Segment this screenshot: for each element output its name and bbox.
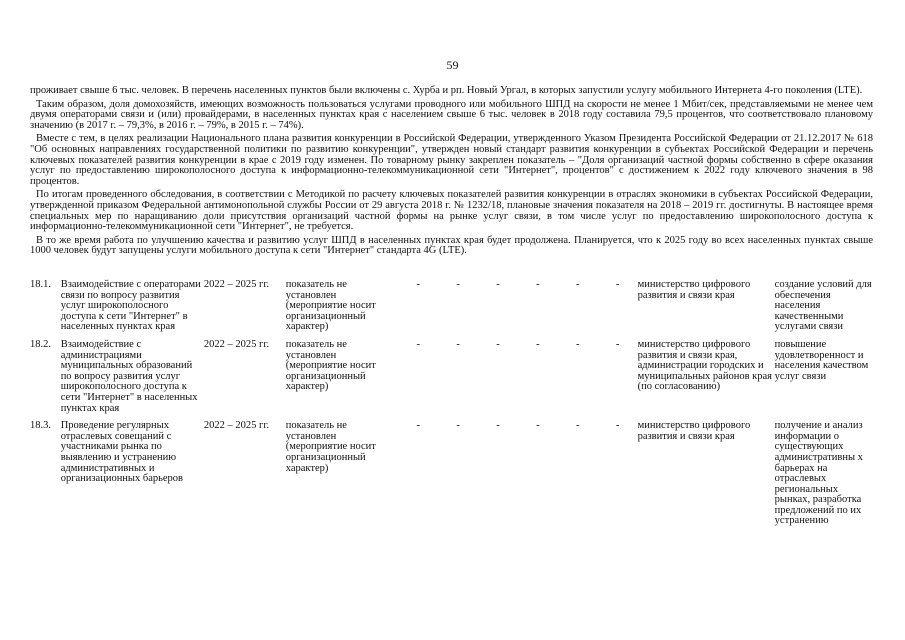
year-value: - <box>615 338 620 350</box>
page-number: 59 <box>446 58 459 72</box>
measure-executor: министерство цифрового развития и связи края, администрации городских и муниципальных районов края (по согласованию) <box>637 338 772 393</box>
year-value: - <box>456 420 460 432</box>
row-number: 18.1. <box>30 279 51 290</box>
year-value: - <box>536 279 540 290</box>
year-value: - <box>576 420 580 432</box>
measure-executor: министерство цифрового развития и связи края <box>637 279 751 301</box>
measure-result: повышение удовлетворенност и населения качеством услуг связи <box>774 338 869 382</box>
year-value: - <box>416 338 420 350</box>
row-number: 18.2. <box>30 338 51 350</box>
measures-table <box>30 280 875 534</box>
measure-period: 2022 – 2025 гг. <box>203 279 270 290</box>
table-row <box>30 421 875 534</box>
table-row <box>30 280 875 340</box>
year-value: - <box>615 279 620 290</box>
measure-name: Взаимодействие с администрациями муниципальных образований по вопросу развития услуг широкополосного доступа к сети "Интернет" в населенных пунктах края <box>60 338 198 414</box>
paragraph: Вместе с тем, в целях реализации Национального плана развития конкуренции в Российской Федерации, утвержденного Указом Президента Российской Федерации от 21.12.2017 № 618 "Об основных направлениях государственной политики по развитию конкуренции", утвержден новый стандарт развития конкуренции в субъектах Российской Федерации и перечень ключевых показателей развития конкуренции в крае с 2019 году изменен. По товарному рынку закреплен показатель – "Доля организаций частной формы собственно в сфере оказания услуг по предоставлению широкополосного доступа к информационно-телекоммуникационной сети "Интернет", процентов" с достижением к 2022 году ключевого значения в 98 процентов. <box>30 133 873 187</box>
measure-period: 2022 – 2025 гг. <box>203 338 270 350</box>
measure-name: Проведение регулярных отраслевых совещаний с участниками рынка по выявлению и устранению административных и организационных барьеров <box>60 420 184 485</box>
body-text <box>30 86 873 260</box>
year-value: - <box>536 420 540 432</box>
year-value: - <box>496 279 500 290</box>
year-value: - <box>416 279 420 290</box>
measure-indicator: показатель не установлен (мероприятие носит организационный характер) <box>285 279 376 333</box>
paragraph: В то же время работа по улучшению качества и развитию услуг ШПД в населенных пунктах края будет продолжена. Планируется, что к 2025 году во всех населенных пунктах свыше 1000 человек будут запущены услуги мобильного доступа к сети "Интернет" стандарта 4G (LTE). <box>30 234 873 257</box>
year-value: - <box>496 420 500 432</box>
year-value: - <box>576 338 580 350</box>
paragraph: По итогам проведенного обследования, в соответствии с Методикой по расчету ключевых показателей развития конкуренции в отраслях экономики в субъектах Российской Федерации, утвержденной приказом Федеральной антимонопольной службы России от 29 августа 2018 г. № 1232/18, плановые значения показателя на 2018 – 2019 гг. достигнуты. В настоящее время специальных мер по наращиванию доли присутствия организаций частной формы на рынке услуг связи, в том числе услуг по предоставлению широкополосного доступа к информационно-телекоммуникационной сети "Интернет", не требуется. <box>30 189 873 233</box>
measure-indicator: показатель не установлен (мероприятие носит организационный характер) <box>285 338 376 393</box>
year-value: - <box>416 420 420 432</box>
row-number: 18.3. <box>30 420 51 432</box>
measure-name: Взаимодействие с операторами связи по вопросу развития услуг широкополосного доступа к сети "Интернет" в населенных пунктах края <box>60 279 201 333</box>
measure-indicator: показатель не установлен (мероприятие носит организационный характер) <box>285 420 376 474</box>
measure-result: получение и анализ информации о существующих административны х барьерах на отраслевых региональных рынках, разработка предложений по их устранению <box>774 420 863 527</box>
measure-period: 2022 – 2025 гг. <box>203 420 270 432</box>
table-row <box>30 340 875 421</box>
paragraph: проживает свыше 6 тыс. человек. В перечень населенных пунктов были включены с. Хурба и рп. Новый Ургал, в которых запустили услугу мобильного Интернета 4-го поколения (LTE). <box>30 85 863 96</box>
year-value: - <box>576 279 580 290</box>
year-value: - <box>456 338 460 350</box>
paragraph: Таким образом, доля домохозяйств, имеющих возможность пользоваться услугами проводного или мобильного ШПД на скорости не менее 1 Мбит/сек, представляемыми не менее чем двумя операторами связи и (или) провайдерами, в населенных пунктах края с населением свыше 6 тыс. человек в 2018 году составила 79,5 процентов, что соответствовало плановому значению (в 2017 г. – 79,3%, в 2016 г. – 79%, в 2015 г. – 74%). <box>30 98 873 131</box>
year-value: - <box>615 420 620 432</box>
year-value: - <box>456 279 460 290</box>
year-value: - <box>536 338 540 350</box>
measure-executor: министерство цифрового развития и связи края <box>637 420 751 442</box>
measure-result: создание условий для обеспечения населения качественными услугами связи <box>774 279 872 333</box>
year-value: - <box>496 338 500 350</box>
